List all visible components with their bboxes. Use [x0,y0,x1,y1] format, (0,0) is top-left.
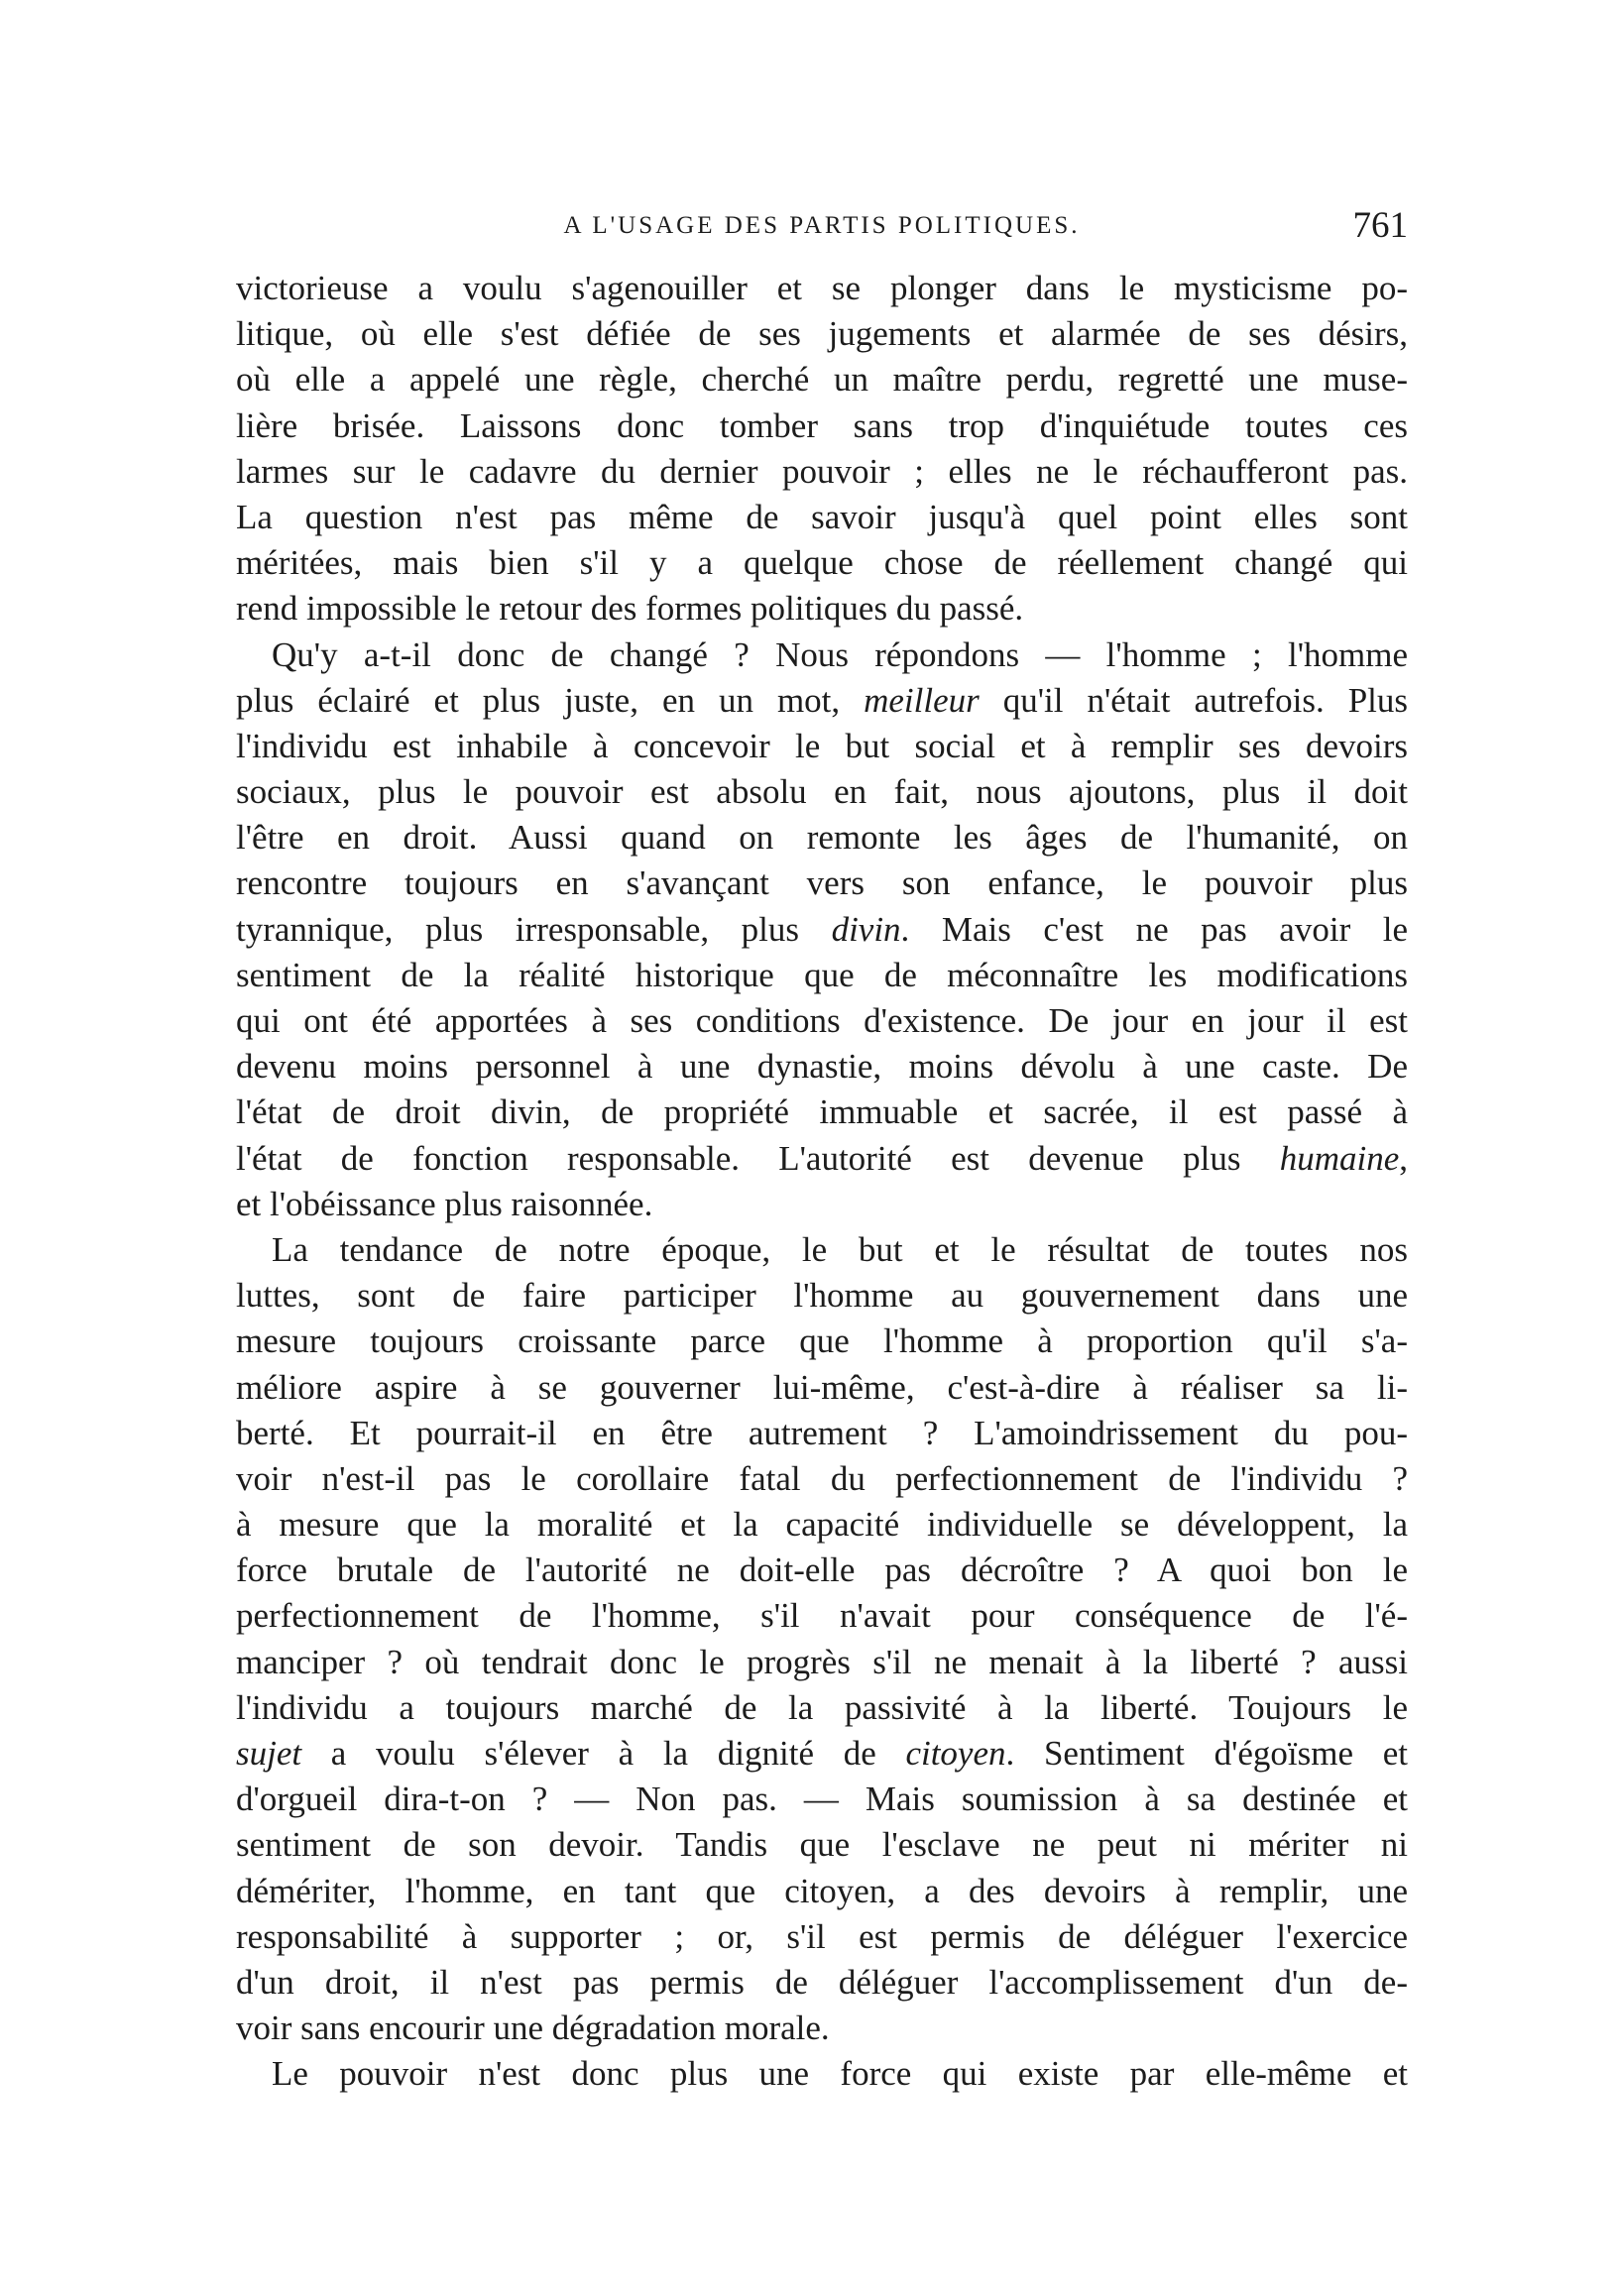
text-line: lière brisée. Laissons donc tomber sans trop d'inquiétude toutes ces [236,405,1408,445]
paragraph-start-line: La tendance de notre époque, le but et le résultat de toutes nos [272,1229,1408,1269]
text-line: d'orgueil dira-t-on ? — Non pas. — Mais soumission à sa destinée et [236,1779,1408,1819]
text-line: force brutale de l'autorité ne doit-elle pas décroître ? A quoi bon le [236,1550,1408,1590]
text-line: l'état de fonction responsable. L'autorité est devenue plus humaine, [236,1138,1408,1178]
text-line: responsabilité à supporter ; or, s'il est permis de déléguer l'exercice [236,1916,1408,1956]
text-line: à mesure que la moralité et la capacité individuelle se développent, la [236,1505,1408,1545]
text-line: l'être en droit. Aussi quand on remonte les âges de l'humanité, on [236,818,1408,858]
text-line: La question n'est pas même de savoir jusqu'à quel point elles sont [236,497,1408,536]
text-line: tyrannique, plus irresponsable, plus divin. Mais c'est ne pas avoir le [236,909,1408,949]
text-line: qui ont été apportées à ses conditions d'existence. De jour en jour il est [236,1001,1408,1040]
text-line: voir n'est-il pas le corollaire fatal du perfectionnement de l'individu ? [236,1458,1408,1498]
running-title: A L'USAGE DES PARTIS POLITIQUES. [563,212,1081,239]
italic-word: sujet [236,1734,302,1773]
text-line: litique, où elle s'est défiée de ses jugements et alarmée de ses désirs, [236,314,1408,354]
text-line: plus éclairé et plus juste, en un mot, meilleur qu'il n'était autrefois. Plus [236,680,1408,720]
text-line: l'individu a toujours marché de la passivité à la liberté. Toujours le [236,1687,1408,1727]
paragraph-end-line: et l'obéissance plus raisonnée. [236,1184,653,1223]
text-line: luttes, sont de faire participer l'homme au gouvernement dans une [236,1276,1408,1316]
italic-word: humaine [1279,1138,1400,1178]
text-line: sujet a voulu s'élever à la dignité de citoyen. Sentiment d'égoïsme et [236,1734,1408,1773]
page-header [236,204,1408,248]
italic-word: meilleur [864,680,980,720]
body-text [236,266,1408,2098]
text-line: d'un droit, il n'est pas permis de déléguer l'accomplissement d'un de- [236,1962,1408,2002]
paragraph-start-line: Le pouvoir n'est donc plus une force qui existe par elle-même et [272,2054,1408,2094]
text-line: l'état de droit divin, de propriété immuable et sacrée, il est passé à [236,1092,1408,1132]
text-line: mesure toujours croissante parce que l'homme à proportion qu'il s'a- [236,1321,1408,1361]
text-line: devenu moins personnel à une dynastie, moins dévolu à une caste. De [236,1047,1408,1087]
text-line: larmes sur le cadavre du dernier pouvoir ; elles ne le réchaufferont pas. [236,451,1408,491]
text-line: victorieuse a voulu s'agenouiller et se plonger dans le mysticisme po- [236,269,1408,307]
text-line: berté. Et pourrait-il en être autrement ? L'amoindrissement du pou- [236,1413,1408,1452]
text-line: méliore aspire à se gouverner lui-même, c'est-à-dire à réaliser sa li- [236,1367,1408,1407]
page-number: 761 [1352,205,1408,246]
text-line: sociaux, plus le pouvoir est absolu en fait, nous ajoutons, plus il doit [236,772,1408,812]
paragraph-start-line: Qu'y a-t-il donc de changé ? Nous répondons — l'homme ; l'homme [272,634,1408,674]
text-line: l'individu est inhabile à concevoir le but social et à remplir ses devoirs [236,726,1408,765]
text-line: manciper ? où tendrait donc le progrès s'il ne menait à la liberté ? aussi [236,1642,1408,1681]
text-line: sentiment de son devoir. Tandis que l'esclave ne peut ni mériter ni [236,1825,1408,1865]
text-line: démériter, l'homme, en tant que citoyen, a des devoirs à remplir, une [236,1871,1408,1910]
text-line: sentiment de la réalité historique que de méconnaître les modifications [236,955,1408,994]
paragraph-end-line: voir sans encourir une dégradation morale. [236,2009,830,2048]
text-line: méritées, mais bien s'il y a quelque chose de réellement changé qui [236,543,1408,583]
italic-word: divin [831,909,901,949]
paragraph-end-line: rend impossible le retour des formes politiques du passé. [236,589,1024,629]
text-line: perfectionnement de l'homme, s'il n'avait pour conséquence de l'é- [236,1596,1408,1636]
text-line: où elle a appelé une règle, cherché un maître perdu, regretté une muse- [236,360,1408,400]
text-line: rencontre toujours en s'avançant vers son enfance, le pouvoir plus [236,863,1408,903]
italic-word: citoyen [905,1734,1006,1773]
